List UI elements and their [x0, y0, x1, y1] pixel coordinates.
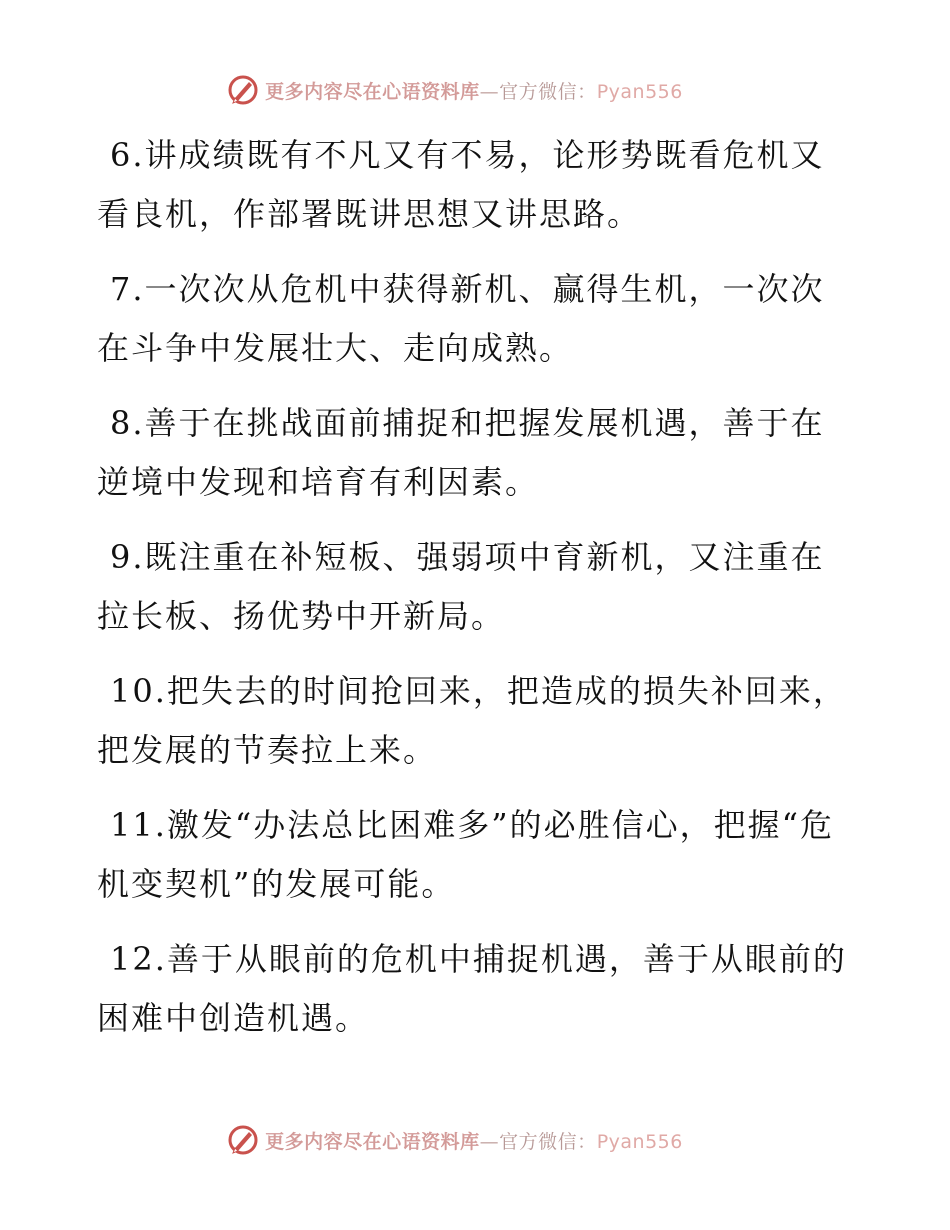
watermark-text [265, 1127, 683, 1154]
watermark-text [265, 77, 683, 104]
watermark-label: 官方微信： [499, 1130, 597, 1153]
watermark-separator: — [479, 1130, 500, 1153]
document-body [97, 126, 857, 1064]
pen-logo-icon [227, 1124, 259, 1156]
watermark-separator: — [479, 80, 500, 103]
list-item: 9.既注重在补短板、强弱项中育新机，又注重在拉长板、扬优势中开新局。 [97, 538, 825, 635]
list-item: 11.激发“办法总比困难多”的必胜信心，把握“危机变契机”的发展可能。 [97, 806, 834, 903]
header-watermark [0, 70, 950, 110]
footer-watermark [0, 1120, 950, 1160]
pen-logo-icon [227, 74, 259, 106]
watermark-wechat-id: Pyan556 [596, 1130, 683, 1153]
watermark-wechat-id: Pyan556 [596, 80, 683, 103]
watermark-cn-text: 更多内容尽在心语资料库 [265, 80, 480, 103]
list-item: 6.讲成绩既有不凡又有不易，论形势既看危机又看良机，作部署既讲思想又讲思路。 [97, 136, 825, 233]
list-item: 12.善于从眼前的危机中捕捉机遇，善于从眼前的困难中创造机遇。 [97, 940, 847, 1037]
list-item: 7.一次次从危机中获得新机、赢得生机，一次次在斗争中发展壮大、走向成熟。 [97, 270, 825, 367]
list-item: 10.把失去的时间抢回来，把造成的损失补回来，把发展的节奏拉上来。 [97, 672, 847, 769]
watermark-cn-text: 更多内容尽在心语资料库 [265, 1130, 480, 1153]
watermark-label: 官方微信： [499, 80, 597, 103]
list-item: 8.善于在挑战面前捕捉和把握发展机遇，善于在逆境中发现和培育有利因素。 [97, 404, 825, 501]
